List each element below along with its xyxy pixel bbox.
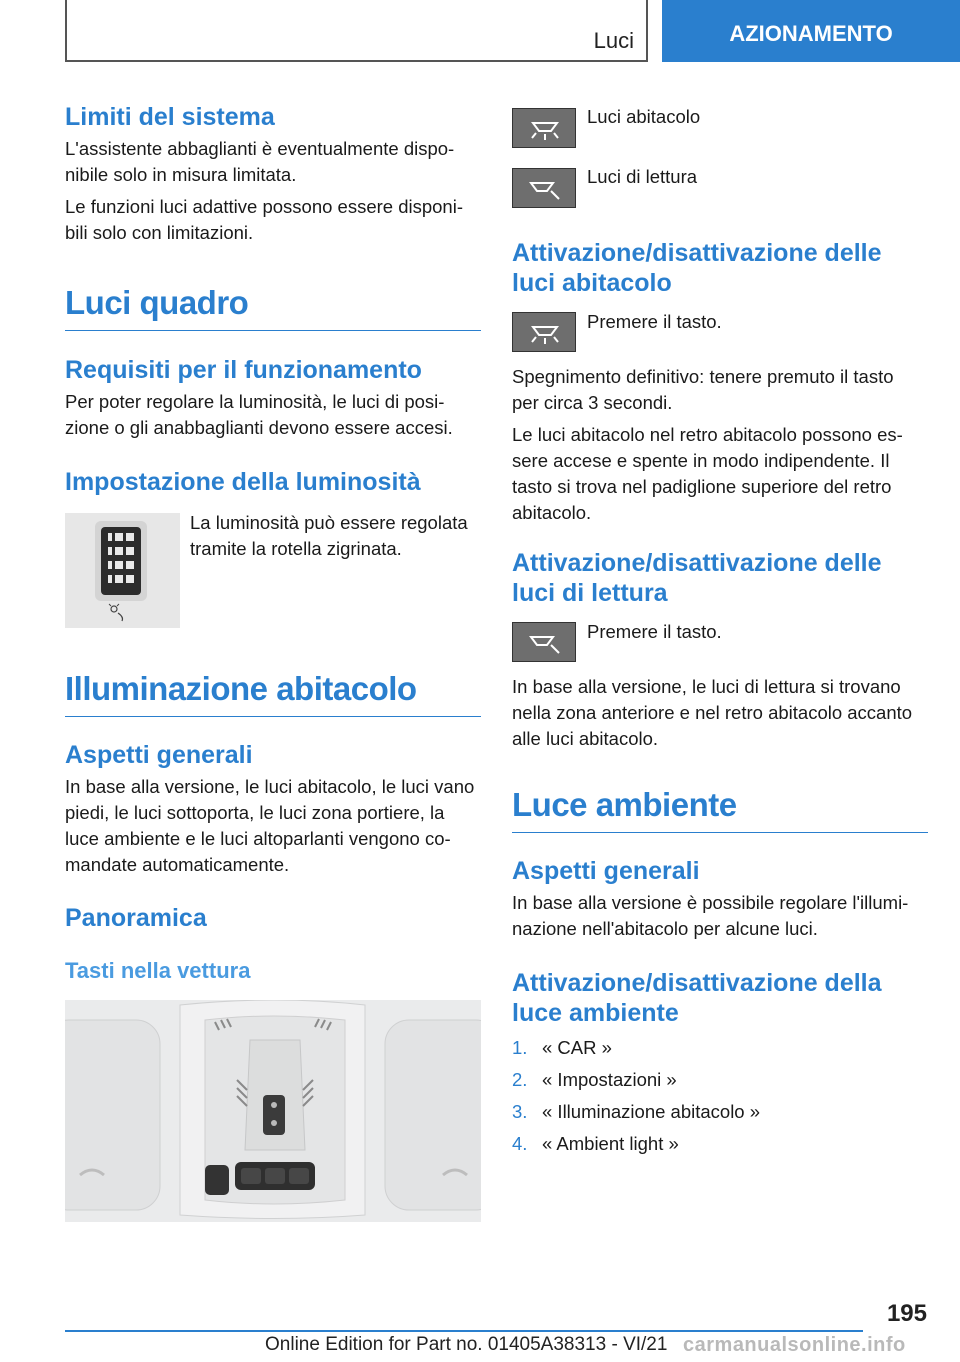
- ambient-general-line1: In base alla versione è possibile regolare l'illumi-: [512, 892, 909, 913]
- switch-off-line2: per circa 3 secondi.: [512, 392, 673, 413]
- step-item: [512, 1128, 928, 1160]
- limits-p2-line2: bili solo con limitazioni.: [65, 222, 254, 243]
- switch-off-line1: Spegnimento definitivo: tenere premuto il tasto: [512, 366, 894, 387]
- interior-lighting-title: Illuminazione abitacolo: [65, 670, 481, 717]
- switch-off-text: [512, 364, 928, 526]
- footer-edition: Online Edition for Part no. 01405A38313 - VI/21: [265, 1334, 668, 1355]
- step-item: [512, 1032, 928, 1064]
- ambient-general-section: [512, 856, 928, 942]
- general-line4: mandate automaticamente.: [65, 854, 290, 875]
- general-title: Aspetti generali: [65, 741, 253, 769]
- ambient-general-title: Aspetti generali: [512, 857, 700, 885]
- brightness-line2: tramite la rotella zigrinata.: [190, 538, 402, 559]
- step-text: « Impostazioni »: [542, 1069, 677, 1090]
- toggle-ambient-title-line2: luce ambiente: [512, 999, 679, 1027]
- step-number: 2.: [512, 1069, 528, 1090]
- brightness-title: Impostazione della luminosità: [65, 468, 421, 496]
- rear-line3: tasto si trova nel padiglione superiore del retro: [512, 476, 892, 497]
- reading-line2: nella zona anteriore e nel retro abitacolo accanto: [512, 702, 913, 723]
- dash-lights-title: Luci quadro: [65, 284, 481, 331]
- buttons-title: Tasti nella vettura: [65, 958, 251, 983]
- rear-line1: Le luci abitacolo nel retro abitacolo possono es-: [512, 424, 903, 445]
- brightness-line1: La luminosità può essere regolata: [190, 512, 468, 533]
- requirements-title: Requisiti per il funzionamento: [65, 356, 422, 384]
- press-button-text-1: Premere il tasto.: [587, 311, 722, 332]
- general-line3: luce ambiente e le luci altoparlanti vengono co-: [65, 828, 451, 849]
- ambient-general-line2: nazione nell'abitacolo per alcune luci.: [512, 918, 818, 939]
- toggle-reading-title-line2: luci di lettura: [512, 579, 668, 607]
- brightness-text: [190, 510, 481, 562]
- reading-line1: In base alla versione, le luci di lettura si trovano: [512, 676, 901, 697]
- reading-text: [512, 674, 928, 752]
- limits-title: Limiti del sistema: [65, 103, 275, 131]
- toggle-ambient-title-line1: Attivazione/disattivazione della: [512, 969, 882, 997]
- step-number: 3.: [512, 1101, 528, 1122]
- header-frame: [65, 0, 648, 62]
- toggle-ambient-section: [512, 968, 928, 1028]
- ambient-steps: [512, 1032, 928, 1160]
- reading-light-label: Luci di lettura: [587, 166, 698, 187]
- limits-p1-line1: L'assistente abbaglianti è eventualmente dispo-: [65, 138, 455, 159]
- limits-section: [65, 102, 481, 246]
- overview-title: Panoramica: [65, 904, 207, 932]
- limits-p1-line2: nibile solo in misura limitata.: [65, 164, 297, 185]
- toggle-interior-title-line2: luci abitacolo: [512, 269, 672, 297]
- step-text: « CAR »: [542, 1037, 612, 1058]
- rear-line2: sere accese e spente in modo indipendente. Il: [512, 450, 890, 471]
- step-item: [512, 1064, 928, 1096]
- toggle-interior-title-line1: Attivazione/disattivazione delle: [512, 239, 882, 267]
- step-item: [512, 1096, 928, 1128]
- reading-light-icon: [512, 168, 576, 208]
- toggle-reading-section: [512, 548, 928, 608]
- general-line2: piedi, le luci sottoporta, le luci zona portiere, la: [65, 802, 445, 823]
- general-section: [65, 740, 481, 878]
- step-text: « Ambient light »: [542, 1133, 679, 1154]
- buttons-subsection: [65, 958, 481, 984]
- dimmer-wheel-image: [65, 513, 180, 628]
- steps-list: [512, 1032, 928, 1160]
- requirements-section: [65, 355, 481, 441]
- limits-p2-line1: Le funzioni luci adattive possono essere disponi-: [65, 196, 463, 217]
- reading-light-button-icon: [512, 622, 576, 662]
- rear-line4: abitacolo.: [512, 502, 592, 523]
- toggle-interior-section: [512, 238, 928, 298]
- step-number: 4.: [512, 1133, 528, 1154]
- roof-console-image: [65, 1000, 481, 1222]
- interior-light-icon: [512, 108, 576, 148]
- requirements-line2: zione o gli anabbaglianti devono essere accesi.: [65, 417, 453, 438]
- dash-lights-heading: [65, 284, 481, 331]
- watermark: carmanualsonline.info: [683, 1334, 906, 1356]
- step-number: 1.: [512, 1037, 528, 1058]
- header-chapter-tab: AZIONAMENTO: [662, 0, 960, 62]
- footer-divider: [65, 1330, 863, 1332]
- press-button-text-2: Premere il tasto.: [587, 621, 722, 642]
- overview-section: [65, 903, 481, 933]
- toggle-reading-title-line1: Attivazione/disattivazione delle: [512, 549, 882, 577]
- requirements-line1: Per poter regolare la luminosità, le luci di posi-: [65, 391, 445, 412]
- step-text: « Illuminazione abitacolo »: [542, 1101, 761, 1122]
- brightness-section: [65, 467, 481, 497]
- ambient-heading: [512, 786, 928, 833]
- page-number: 195: [886, 1300, 927, 1327]
- interior-light-button-icon: [512, 312, 576, 352]
- interior-light-label: Luci abitacolo: [587, 106, 701, 127]
- reading-line3: alle luci abitacolo.: [512, 728, 659, 749]
- ambient-title: Luce ambiente: [512, 786, 928, 833]
- header-section-label: Luci: [593, 28, 634, 53]
- interior-lighting-heading: [65, 670, 481, 717]
- general-line1: In base alla versione, le luci abitacolo, le luci vano: [65, 776, 475, 797]
